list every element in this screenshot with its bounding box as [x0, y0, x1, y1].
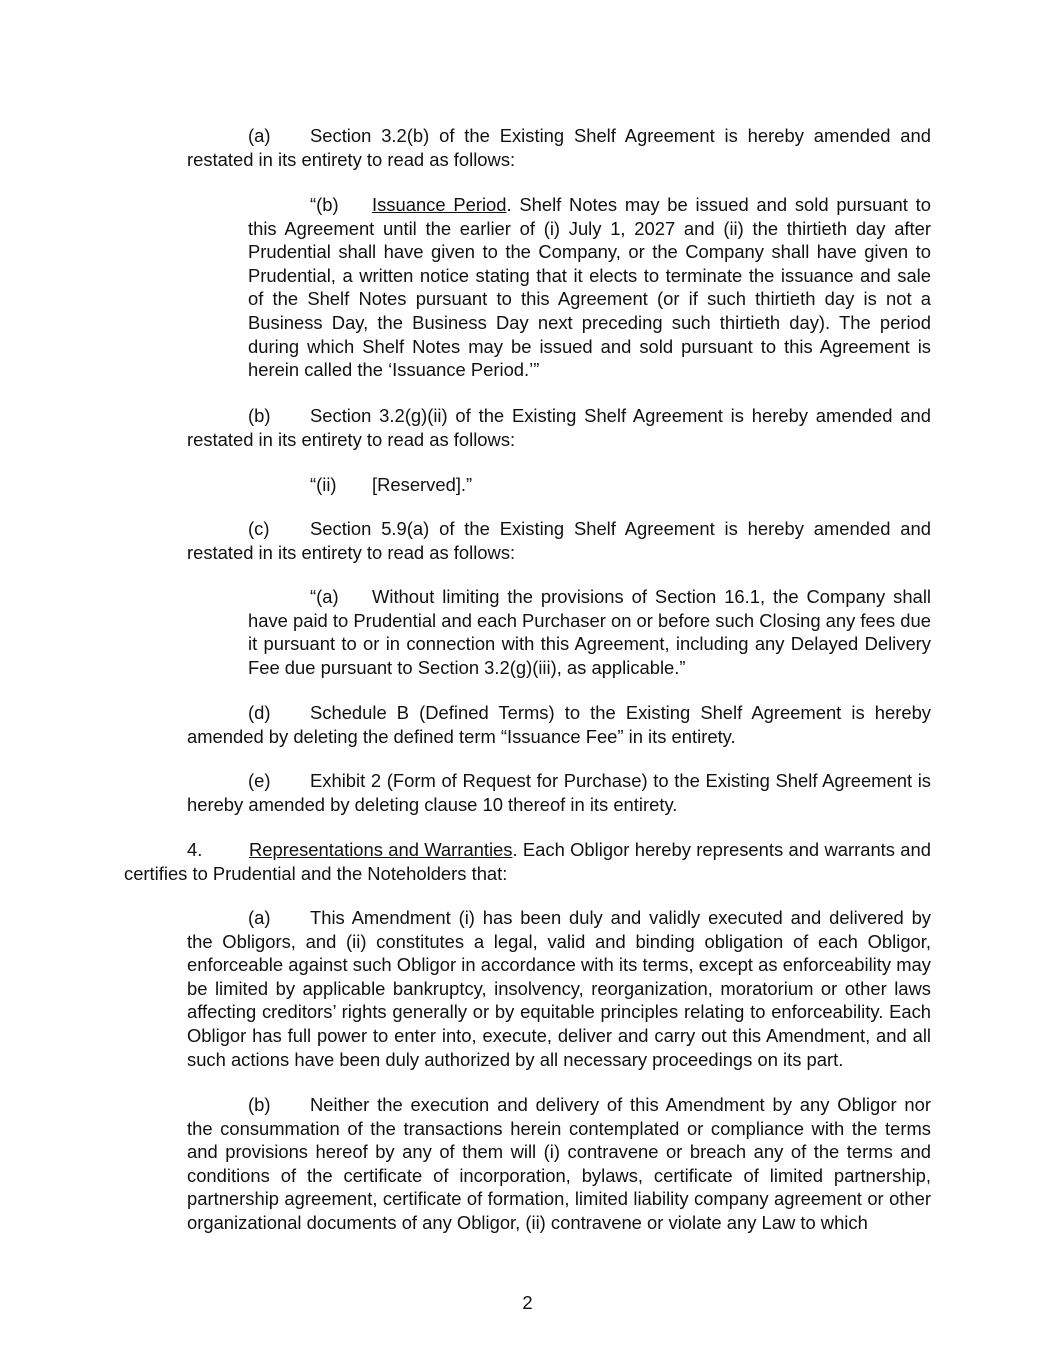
quoted-paragraph-reserved [248, 473, 931, 497]
paragraph-label: (c) [248, 518, 270, 539]
paragraph-text: . Shelf Notes may be issued and sold pursuant to this Agreement until the earlier of (i) July 1, 2027 and (ii) the thirtieth day after Prudential shall have given to the Company, or the Company shall have given to Prudential, a written notice stating that it elects to terminate the issuance and sale of the Shelf Notes pursuant to this Agreement (or if such thirtieth day is not a Business Day, the Business Day next preceding such thirtieth day). The period during which Shelf Notes may be issued and sold pursuant to this Agreement is herein called the ‘Issuance Period.’” [248, 194, 931, 381]
paragraph-text: Schedule B (Defined Terms) to the Existing Shelf Agreement is hereby amended by deleting the defined term “Issuance Fee” in its entirety. [187, 702, 931, 747]
paragraph-label: (b) [248, 1094, 271, 1115]
page-number: 2 [522, 1292, 533, 1313]
paragraph-text: Section 3.2(g)(ii) of the Existing Shelf Agreement is hereby amended and restated in its entirety to read as follows: [187, 405, 931, 450]
paragraph-text: This Amendment (i) has been duly and validly executed and delivered by the Obligors, and (ii) constitutes a legal, valid and binding obligation of each Obligor, enforceable against such Obligor in accordance with its terms, except as enforceability may be limited by applicable bankruptcy, insolvency, reorganization, moratorium or other laws affecting creditors’ rights generally or by equitable principles relating to enforceability. Each Obligor has full power to enter into, execute, deliver and carry out this Amendment, and all such actions have been duly authorized by all necessary proceedings on its part. [187, 907, 931, 1070]
paragraph-label: (e) [248, 770, 271, 791]
paragraph-label: “(a) [310, 586, 339, 607]
heading-issuance-period: Issuance Period [372, 194, 507, 215]
quoted-paragraph-issuance-period [248, 193, 931, 382]
paragraph-3c [187, 517, 931, 564]
paragraph-3a [187, 124, 931, 171]
quoted-paragraph-fees [248, 585, 931, 679]
paragraph-label: (d) [248, 702, 271, 723]
heading-representations-and-warranties: Representations and Warranties [249, 839, 513, 860]
paragraph-label: (b) [248, 405, 271, 426]
section-number: 4. [187, 839, 203, 860]
paragraph-text: Section 3.2(b) of the Existing Shelf Agreement is hereby amended and restated in its entirety to read as follows: [187, 125, 931, 170]
paragraph-text: Neither the execution and delivery of this Amendment by any Obligor nor the consummation of the transactions herein contemplated or compliance with the terms and provisions hereof by any of them will (i) contravene or breach any of the terms and conditions of the certificate of incorporation, bylaws, certificate of limited partnership, partnership agreement, certificate of formation, limited liability company agreement or other organizational documents of any Obligor, (ii) contravene or violate any Law to which [187, 1094, 931, 1233]
paragraph-text: [Reserved].” [372, 474, 473, 495]
paragraph-text: . Each Obligor hereby represents and warrants and certifies to Prudential and the Noteholders that: [124, 839, 931, 884]
paragraph-label: “(b) [310, 194, 339, 215]
paragraph-3e [187, 769, 931, 816]
paragraph-3b [187, 404, 931, 451]
paragraph-4b [187, 1093, 931, 1235]
paragraph-label: “(ii) [310, 474, 337, 495]
paragraph-4a [187, 906, 931, 1071]
paragraph-text: Exhibit 2 (Form of Request for Purchase) to the Existing Shelf Agreement is hereby amended by deleting clause 10 thereof in its entirety. [187, 770, 931, 815]
paragraph-label: (a) [248, 907, 271, 928]
paragraph-3d [187, 701, 931, 748]
paragraph-text: Section 5.9(a) of the Existing Shelf Agreement is hereby amended and restated in its entirety to read as follows: [187, 518, 931, 563]
paragraph-label: (a) [248, 125, 271, 146]
paragraph-text: Without limiting the provisions of Section 16.1, the Company shall have paid to Prudential and each Purchaser on or before such Closing any fees due it pursuant to or in connection with this Agreement, including any Delayed Delivery Fee due pursuant to Section 3.2(g)(iii), as applicable.” [248, 586, 931, 678]
section-4 [124, 838, 931, 885]
